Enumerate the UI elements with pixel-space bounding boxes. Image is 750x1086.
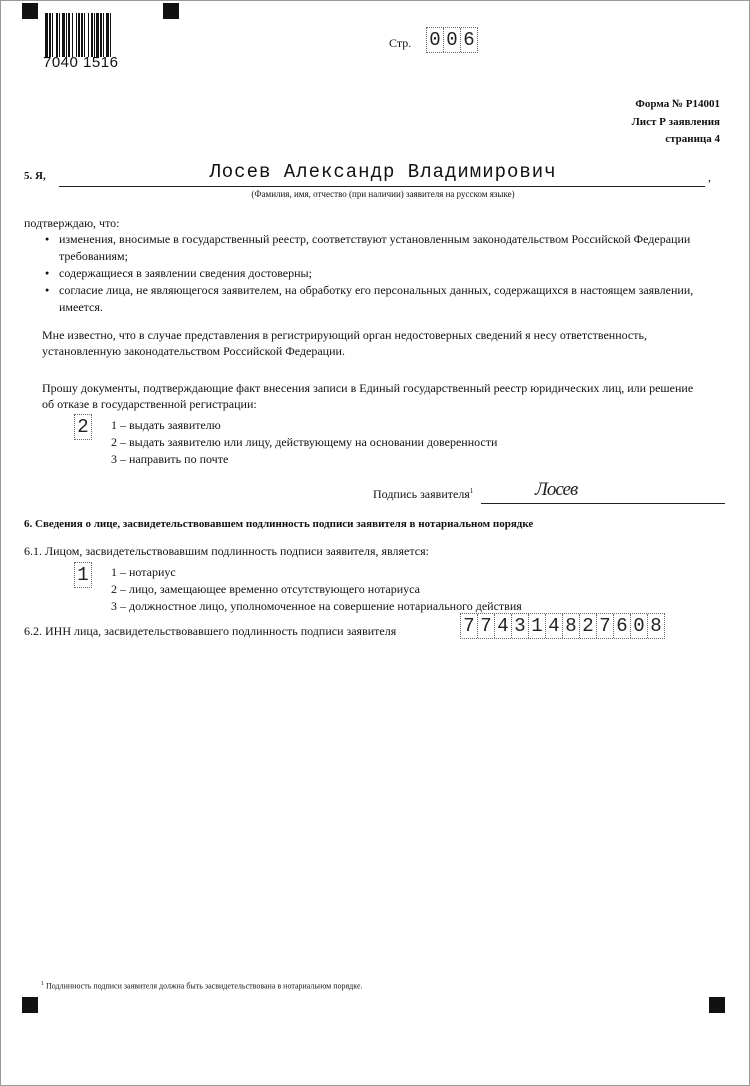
inn-digit: 7 [597,614,614,638]
barcode-number: 7040 1516 [43,54,119,71]
applicant-signature: Лосев [535,479,578,500]
delivery-option-2: 2 – выдать заявителю или лицу, действующему на основании доверенности [111,435,498,449]
form-name: Форма № Р14001 [635,98,720,110]
confirmation-item: ● изменения, вносимые в государственный реестр, соответствуют установленным законодательством Российской Федерации требованиям; [43,231,723,265]
certifier-type-value: 1 [77,564,89,586]
barcode [45,13,113,57]
inn-digit: 2 [580,614,597,638]
responsibility-statement: Мне известно, что в случае представления в регистрирующий орган недостоверных сведений я несу ответственность, установленную законодательством Российской Федерации. [42,328,647,358]
confirmation-item: ● согласие лица, не являющегося заявителем, на обработку его персональных данных, содержащихся в настоящем заявлении, имеется. [43,282,723,316]
section5-number: 5. Я, [24,170,46,182]
page-number-label: Стр. [389,36,412,50]
confirmation-item: ● содержащиеся в заявлении сведения достоверны; [43,265,723,282]
certifier-option-3: 3 – должностное лицо, уполномоченное на совершение нотариального действия [111,599,522,613]
section6-title: 6. Сведения о лице, засвидетельствовавшем подлинность подписи заявителя в нотариальном порядке [24,518,534,530]
inn-digit: 4 [546,614,563,638]
inn-digit: 0 [631,614,648,638]
applicant-name: Лосев Александр Владимирович [209,161,557,183]
q61-label: 6.1. Лицом, засвидетельствовавшим подлинность подписи заявителя, является: [24,544,429,558]
certifier-type-cell[interactable] [74,562,92,588]
applicant-name-underline [59,186,705,187]
delivery-method-cell[interactable] [74,414,92,440]
footnote: $^1$ Подлинность подписи заявителя должна быть засвидетельствована в нотариальном порядке. [41,981,363,991]
documents-request: Прошу документы, подтверждающие факт внесения записи в Единый государственный реестр юридических лиц, или решение об отказе в государственной регистрации: [42,381,694,411]
certifier-option-1: 1 – нотариус [111,565,176,579]
delivery-method-value: 2 [77,416,89,438]
signature-line [481,503,725,504]
inn-digit: 8 [650,615,662,637]
inn-digit: 7 [478,614,495,638]
confirmation-list [43,231,723,316]
inn-digit: 1 [529,614,546,638]
page-number-digit: 6 [463,29,475,51]
page-caption: страница 4 [665,133,720,145]
inn-digit: 6 [614,614,631,638]
sheet-name: Лист Р заявления [631,116,720,128]
registration-marker-bottom-left [22,997,38,1013]
applicant-name-comma: , [708,170,711,184]
delivery-options [111,417,497,468]
inn-digit: 7 [461,614,478,638]
delivery-option-1: 1 – выдать заявителю [111,418,221,432]
inn-digit: 8 [563,614,580,638]
certifier-option-2: 2 – лицо, замещающее временно отсутствующего нотариуса [111,582,420,596]
registration-marker-bottom-right [709,997,725,1013]
q62-label: 6.2. ИНН лица, засвидетельствовавшего подлинность подписи заявителя [24,624,397,638]
inn-digit: 4 [495,614,512,638]
page-number-cells [426,27,478,53]
inn-cells[interactable] [460,613,665,639]
signature-label: Подпись заявителя$^1$ [373,487,474,501]
inn-digit: 3 [512,614,529,638]
page-number-digit: 0 [427,28,444,52]
confirm-intro: подтверждаю, что: [24,216,120,230]
certifier-options [111,564,522,615]
applicant-name-caption: (Фамилия, имя, отчество (при наличии) заявителя на русском языке) [251,189,515,199]
registration-marker-top-right [163,3,179,19]
registration-marker-top-left [22,3,38,19]
delivery-option-3: 3 – направить по почте [111,452,229,466]
page-number-digit: 0 [444,28,461,52]
